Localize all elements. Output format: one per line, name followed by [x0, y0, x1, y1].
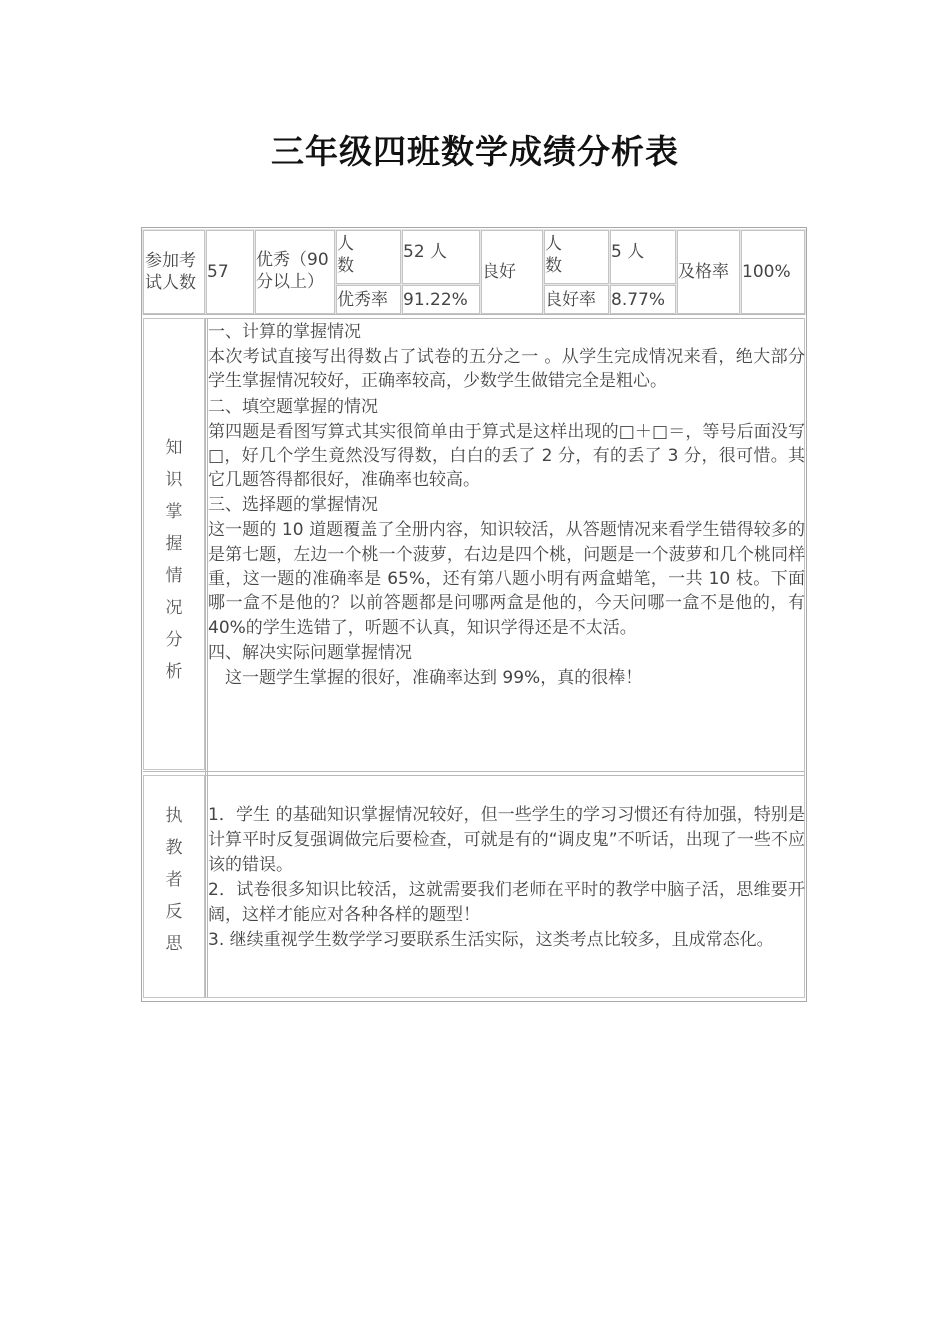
good-count-label-cell	[544, 230, 609, 284]
section-heading: 一、计算的掌握情况	[208, 322, 361, 342]
pass-rate: 100%	[742, 262, 791, 282]
excellent-count-label-cell	[336, 230, 401, 284]
good-count-cell	[610, 230, 676, 284]
label-char: 知	[165, 438, 183, 458]
label-char: 执	[165, 806, 183, 826]
good-rate-label-cell	[544, 285, 609, 314]
row-divider	[143, 997, 805, 998]
excellent-rate-label: 优秀率	[337, 289, 388, 310]
section-heading: 三、选择题的掌握情况	[208, 495, 378, 516]
label-char: 析	[165, 662, 183, 682]
label-char: 者	[165, 870, 183, 890]
label-char: 识	[165, 470, 183, 490]
label-char: 分	[165, 630, 183, 650]
excellent-rate: 91.22%	[403, 289, 468, 310]
section-heading: 二、填空题掌握的情况	[208, 396, 378, 417]
good-label: 良好	[482, 262, 516, 282]
section-heading: 四、解决实际问题掌握情况	[208, 642, 412, 663]
excellent-rate-label-cell	[336, 285, 401, 314]
label-char: 思	[165, 934, 183, 954]
reflection-content	[208, 803, 805, 953]
section-body: 这一题的 10 道题覆盖了全册内容，知识较活，从答题情况来看学生错得较多的是第七题，左边一个桃一个菠萝，右边是四个桃，问题是一个菠萝和几个桃同样重，这一题的准确率是 65%，还有第八题小明有两盒蜡笔，一共 10 枝。下面哪一盒不是他的？以前答题都是问哪两盒是他的，今天问哪一盒不是他的，有 40%的学生选错了，听题不认真，知识学得还是不太活。	[208, 520, 805, 638]
good-rate-cell	[610, 285, 676, 314]
participants-label-cell	[143, 230, 205, 314]
excellent-count-label: 人数	[337, 234, 354, 276]
excellent-count-cell	[402, 230, 480, 284]
excellent-rate-cell	[402, 285, 480, 314]
reflection-label	[143, 800, 205, 960]
label-char: 情	[165, 566, 183, 586]
participants-label: 参加考试人数	[145, 251, 196, 293]
excellent-label-cell	[255, 230, 335, 314]
pass-rate-cell	[741, 230, 805, 314]
section-body: 这一题学生掌握的很好，准确率达到 99%，真的很棒！	[208, 667, 643, 688]
reflection-item: 3. 继续重视学生数学学习要联系生活实际，这类考点比较多，且成常态化。	[208, 930, 774, 950]
good-rate: 8.77%	[611, 289, 666, 310]
pass-rate-label-cell	[677, 230, 740, 314]
pass-rate-label: 及格率	[678, 262, 729, 282]
excellent-count: 52 人	[403, 242, 448, 262]
excellent-label: 优秀（90分以上）	[256, 250, 329, 292]
good-label-cell	[481, 230, 543, 314]
label-char: 反	[165, 902, 183, 922]
knowledge-label	[143, 432, 205, 688]
label-char: 况	[165, 598, 183, 618]
label-char: 教	[165, 838, 183, 858]
label-char: 掌	[165, 502, 183, 522]
knowledge-content	[208, 319, 805, 690]
good-count: 5 人	[611, 242, 645, 262]
label-char: 握	[165, 534, 183, 554]
participants-value: 57	[207, 262, 229, 282]
reflection-item: 2．试卷很多知识比较活，这就需要我们老师在平时的教学中脑子活，思维要开阔，这样才能应对各种各样的题型！	[208, 880, 805, 925]
section-body: 第四题是看图写算式其实很简单由于算式是这样出现的□＋□＝，等号后面没写□，好几个学生竟然没写得数，白白的丢了 2 分，有的丢了 3 分，很可惜。其它几题答得都很好，准确率也较高。	[208, 421, 805, 491]
good-count-label: 人数	[545, 234, 562, 276]
page-title: 三年级四班数学成绩分析表	[271, 132, 679, 171]
good-rate-label: 良好率	[545, 289, 596, 310]
participants-value-cell	[206, 230, 254, 314]
section-body: 本次考试直接写出得数占了试卷的五分之一 。从学生完成情况来看，绝大部分学生掌握情况较好，正确率较高，少数学生做错完全是粗心。	[208, 347, 805, 392]
reflection-item: 1．学生 的基础知识掌握情况较好，但一些学生的学习习惯还有待加强，特别是计算平时反复强调做完后要检查，可就是有的“调皮鬼”不听话，出现了一些不应该的错误。	[208, 805, 805, 875]
row-divider	[143, 771, 805, 776]
